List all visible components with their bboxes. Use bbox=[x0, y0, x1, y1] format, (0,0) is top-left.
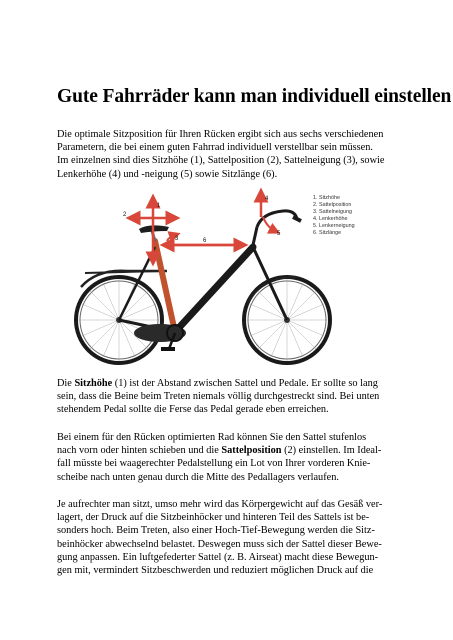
paragraph-line: lagert, der Druck auf die Sitzbeinhöcker und hinteren Teil des Sattels ist be- bbox=[57, 512, 370, 524]
paragraph-line: gen mit, vermindert Sitzbeschwerden und reduziert möglichen Druck auf die bbox=[57, 565, 374, 577]
legend-item: 3. Sattelneigung bbox=[313, 209, 352, 215]
text-run: Die bbox=[57, 378, 75, 389]
page-heading: Gute Fahrräder kann man individuell einstellen bbox=[57, 86, 452, 107]
marker-4: 4 bbox=[265, 196, 269, 202]
legend-item: 4. Lenkerhöhe bbox=[313, 216, 348, 222]
handlebar-grip bbox=[293, 217, 301, 221]
legend-item: 2. Sattelposition bbox=[313, 202, 352, 208]
figure-legend bbox=[313, 195, 355, 237]
paragraph-line: beinhöcker abwechselnd belastet. Deswegen muss sich der Sattel dieser Bewe- bbox=[57, 538, 382, 550]
marker-3: 3 bbox=[175, 236, 179, 242]
sitzhoehe-paragraph bbox=[57, 377, 407, 417]
legend-item: 5. Lenkerneigung bbox=[313, 223, 355, 229]
intro-paragraph bbox=[57, 128, 407, 181]
paragraph-line bbox=[57, 377, 407, 390]
rack-rail bbox=[85, 271, 161, 273]
text-run: (1) ist der Abstand zwischen Sattel und Pedale. Er sollte so lang bbox=[112, 378, 378, 389]
paragraph-line: stehendem Pedal sollte die Ferse das Pedal gerade eben erreichen. bbox=[57, 404, 329, 416]
intro-line: Lenkerhöhe (4) und -neigung (5) sowie Sitzlänge (6). bbox=[57, 168, 278, 180]
intro-line: Parametern, die bei einem guten Fahrrad individuell verstellbar sein müssen. bbox=[57, 142, 373, 154]
paragraph-line: sonders hoch. Beim Treten, also einer Hoch-Tief-Bewegung werden die Sitz- bbox=[57, 525, 375, 537]
pedal bbox=[161, 347, 175, 351]
intro-line: Die optimale Sitzposition für Ihren Rücken ergibt sich aus sechs verschiedenen bbox=[57, 129, 384, 140]
legend-item: 1. Sitzhöhe bbox=[313, 195, 340, 201]
paragraph-line bbox=[57, 444, 407, 457]
marker-1: 1 bbox=[157, 203, 161, 209]
term-sattelposition: Sattelposition bbox=[221, 445, 282, 457]
paragraph-line: Je aufrechter man sitzt, umso mehr wird das Körpergewicht auf das Gesäß ver- bbox=[57, 499, 383, 510]
paragraph-line: scheibe nach unten genau durch die Mitte des Pedallagers verlaufen. bbox=[57, 471, 339, 483]
paragraph-line: gung anpassen. Ein luftgefederter Sattel (z. B. Airseat) macht diese Bewegun- bbox=[57, 551, 379, 563]
paragraph-line: fall müsste bei waagerechter Pedalstellung ein Lot von Ihrer vorderen Knie- bbox=[57, 458, 371, 470]
legend-item: 6. Sitzlänge bbox=[313, 230, 342, 236]
bicycle-figure bbox=[57, 187, 377, 367]
sattelposition-paragraph bbox=[57, 431, 407, 484]
text-run: nach vorn oder hinten schieben und die bbox=[57, 445, 222, 457]
paragraph-line: Bei einem für den Rücken optimierten Rad können Sie den Sattel stufenlos bbox=[57, 432, 367, 443]
marker-5: 5 bbox=[277, 231, 281, 237]
sattel-paragraph bbox=[57, 498, 407, 577]
marker-2: 2 bbox=[123, 212, 127, 218]
term-sitzhoehe: Sitzhöhe bbox=[74, 378, 113, 389]
paragraph-line: sein, dass die Beine beim Treten niemals völlig durchgestreckt sind. Bei unten bbox=[57, 391, 380, 403]
intro-line: Im einzelnen sind dies Sitzhöhe (1), Sattelposition (2), Sattelneigung (3), sowie bbox=[57, 155, 385, 167]
marker-6: 6 bbox=[203, 238, 207, 244]
text-run: (2) einstellen. Im Ideal- bbox=[281, 445, 382, 457]
